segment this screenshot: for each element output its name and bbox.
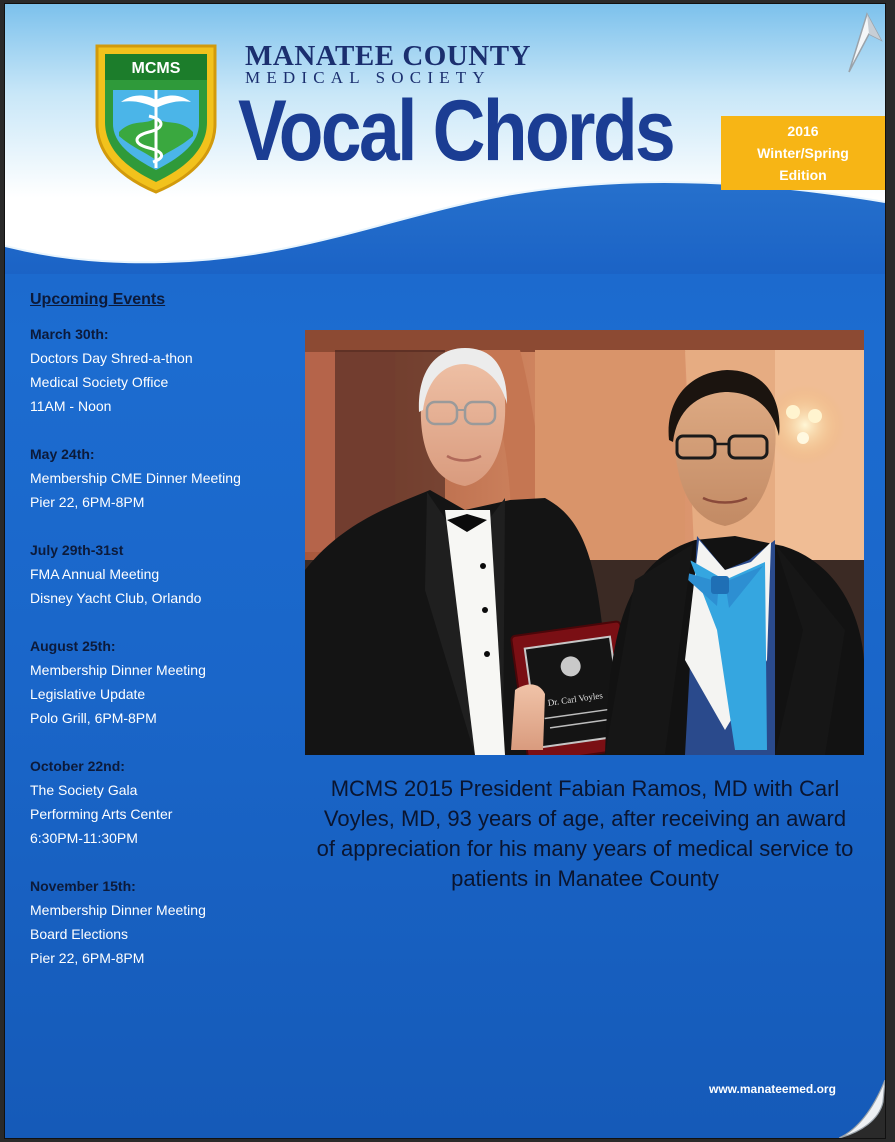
event-detail: Polo Grill, 6PM-8PM xyxy=(30,710,157,726)
event-detail: Disney Yacht Club, Orlando xyxy=(30,590,202,606)
event-item xyxy=(30,634,310,730)
page-curl-icon[interactable] xyxy=(845,10,885,76)
event-detail: Medical Society Office xyxy=(30,374,169,390)
event-detail: Performing Arts Center xyxy=(30,806,173,822)
event-item xyxy=(30,754,310,850)
event-item xyxy=(30,442,310,514)
event-date: March 30th: xyxy=(30,326,109,342)
photo-caption: MCMS 2015 President Fabian Ramos, MD with Carl Voyles, MD, 93 years of age, after receiving an award of appreciation for his many years of medical service to patients in Manatee County xyxy=(316,776,854,891)
edition-year: 2016 xyxy=(787,123,819,139)
event-date: May 24th: xyxy=(30,446,95,462)
org-subname: MEDICAL SOCIETY xyxy=(245,68,491,87)
edition-season: Winter/Spring xyxy=(757,145,849,161)
event-date: November 15th: xyxy=(30,878,136,894)
event-detail: Pier 22, 6PM-8PM xyxy=(30,494,145,510)
award-photo xyxy=(305,330,864,755)
event-detail: Membership Dinner Meeting xyxy=(30,902,206,918)
event-date: July 29th-31st xyxy=(30,542,124,558)
website-url[interactable]: www.manateemed.org xyxy=(709,1082,836,1096)
event-date: August 25th: xyxy=(30,638,116,654)
logo-text: MCMS xyxy=(131,60,181,77)
edition-badge xyxy=(721,116,885,190)
plaque-text: Dr. Carl Voyles xyxy=(547,690,604,708)
event-detail: 11AM - Noon xyxy=(30,398,112,414)
mcms-shield-logo xyxy=(93,40,219,196)
edition-label: Edition xyxy=(779,167,827,183)
event-item xyxy=(30,538,310,610)
org-name: MANATEE COUNTY xyxy=(245,40,531,72)
event-date: October 22nd: xyxy=(30,758,125,774)
page-curl-icon[interactable] xyxy=(839,1080,885,1138)
event-detail: Board Elections xyxy=(30,926,129,942)
event-item xyxy=(30,322,310,418)
event-detail: Legislative Update xyxy=(30,686,146,702)
event-detail: Membership CME Dinner Meeting xyxy=(30,470,241,486)
event-detail: FMA Annual Meeting xyxy=(30,566,160,582)
event-detail: 6:30PM-11:30PM xyxy=(30,830,138,846)
upcoming-events xyxy=(30,290,310,994)
event-detail: The Society Gala xyxy=(30,782,138,798)
event-item xyxy=(30,874,310,970)
event-detail: Membership Dinner Meeting xyxy=(30,662,206,678)
event-detail: Doctors Day Shred-a-thon xyxy=(30,350,193,366)
events-heading: Upcoming Events xyxy=(30,291,166,308)
newsletter-page xyxy=(5,4,885,1138)
newsletter-title: Vocal Chords xyxy=(238,83,674,179)
event-detail: Pier 22, 6PM-8PM xyxy=(30,950,145,966)
